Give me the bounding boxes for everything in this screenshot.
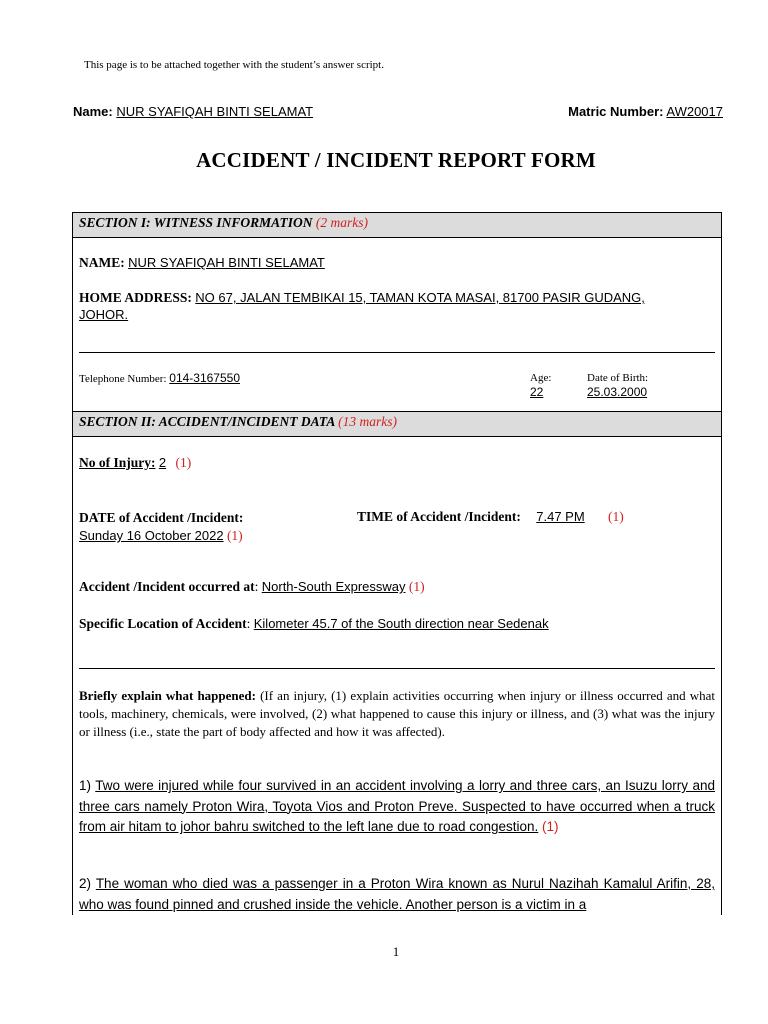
occurred-at-value: North-South Expressway [261,579,406,594]
attachment-note: This page is to be attached together with the student’s answer script. [84,59,384,71]
explain-instructions [79,687,715,741]
dob-field [587,371,648,399]
explain-label: Briefly explain what happened: [79,688,256,703]
witness-name-value: NUR SYAFIQAH BINTI SELAMAT [128,255,325,270]
section2-title: SECTION II: ACCIDENT/INCIDENT DATA [79,414,335,429]
dob-label: Date of Birth: [587,372,649,384]
specific-location-field: Specific Location of Accident: Kilometer 45.7 of the South direction near Sedenak [79,616,549,631]
student-name: NUR SYAFIQAH BINTI SELAMAT [116,104,314,119]
occurred-at-mark: (1) [408,579,425,594]
occurred-at-label: Accident /Incident occurred at [79,579,255,594]
dob-value: 25.03.2000 [587,385,648,399]
answer-2-number: 2) [79,876,92,891]
home-address-label: HOME ADDRESS: [79,290,192,305]
accident-date-field [79,509,243,545]
matric-value: AW20017 [666,104,723,119]
injury-count-mark: (1) [175,455,192,470]
specific-location-value: Kilometer 45.7 of the South direction near Sedenak [253,616,549,631]
accident-date-mark: (1) [226,528,243,543]
matric-label: Matric Number: [568,104,664,119]
age-value: 22 [530,385,544,399]
home-address-line1: NO 67, JALAN TEMBIKAI 15, TAMAN KOTA MASAI, 81700 PASIR GUDANG, [195,290,645,305]
accident-date-value: Sunday 16 October 2022 [79,528,224,543]
home-address-line2: JOHOR. [79,307,129,322]
age-field [530,371,551,399]
name-label: Name: [73,104,113,119]
home-address-field [79,289,715,323]
section2-marks: (13 marks) [338,414,397,429]
answer-1-mark: (1) [542,819,559,834]
injury-count-field [79,455,191,471]
accident-time-label: TIME of Accident /Incident: [357,509,521,524]
answer-2-text: The woman who died was a passenger in a Proton Wira known as Nurul Nazihah Kamalul Arifin, 28, who was found pinned and crushed inside the vehicle. Another person is a victim in a [79,876,715,912]
matric-number [568,104,723,119]
section1-heading [73,213,721,238]
age-label: Age: [530,372,552,384]
accident-time-field [357,509,624,525]
section1-title: SECTION I: WITNESS INFORMATION [79,215,313,230]
student-info-row [73,104,723,119]
answer-1-text: Two were injured while four survived in an accident involving a lorry and three cars, an Isuzu lorry and three cars namely Proton Wira, Toyota Vios and Proton Preve. Suspected to have occurred when a truck from air hitam to johor bahru switched to the left lane due to road congestion. [79,778,715,834]
accident-date-label: DATE of Accident /Incident: [79,510,244,525]
answer-2 [79,874,715,915]
accident-time-value: 7.47 PM [536,509,585,524]
occurred-at-field: Accident /Incident occurred at: North-South Expressway (1) [79,579,425,594]
divider-line [79,352,715,353]
specific-location-label: Specific Location of Accident [79,616,247,631]
page-title: ACCIDENT / INCIDENT REPORT FORM [196,148,596,172]
page-number: 1 [392,944,400,959]
report-form [72,212,722,915]
telephone-label: Telephone Number: [79,373,167,385]
accident-time-mark: (1) [608,509,624,524]
explain-text: (If an injury, (1) explain activities occurring when injury or illness occurred and what tools, machinery, chemicals, were involved, (2) what happened to cause this injury or illness, and (3) what was the injury or illness (i.e., state the part of body affected and how it was affected). [79,688,716,739]
answer-1 [79,776,715,838]
section2-heading [73,411,721,437]
divider-line [79,668,715,669]
telephone-field [79,371,240,385]
injury-count-label: No of Injury: [79,455,156,470]
answer-1-number: 1) [79,778,92,793]
telephone-value: 014-3167550 [169,371,240,385]
section1-marks: (2 marks) [315,215,368,230]
injury-count-value: 2 [158,455,167,470]
witness-name-field [79,255,325,271]
witness-name-label: NAME: [79,255,125,270]
